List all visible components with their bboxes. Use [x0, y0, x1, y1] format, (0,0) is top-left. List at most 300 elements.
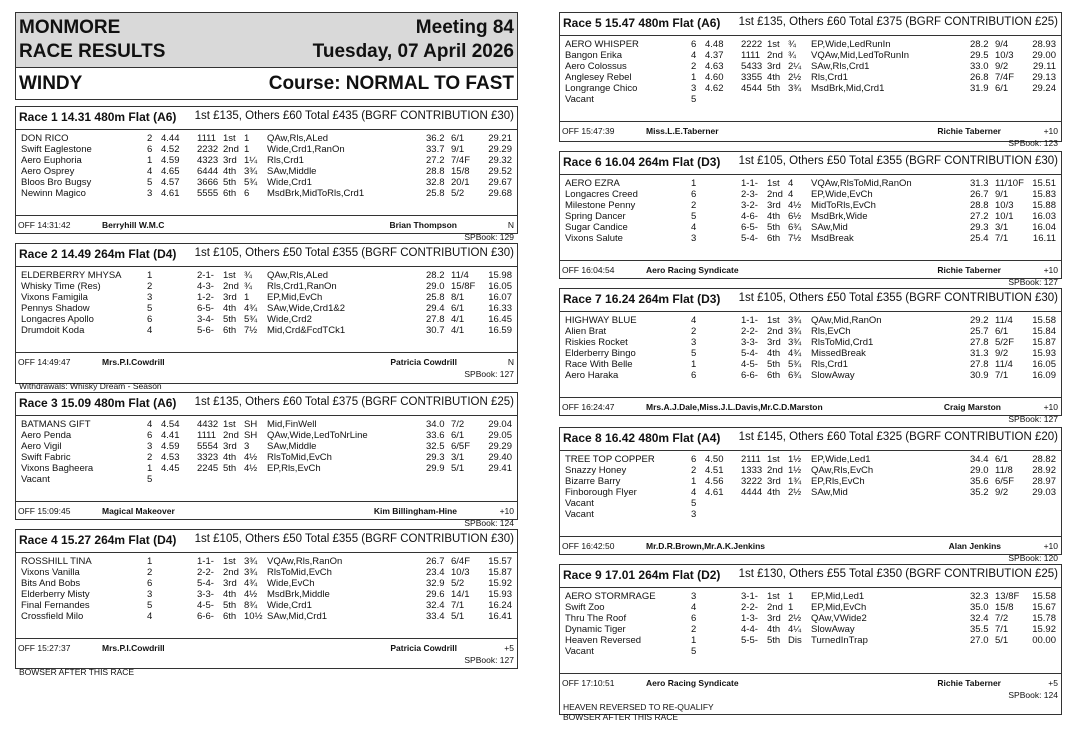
weight: 33.6 — [426, 430, 445, 441]
remarks: Mid,Crd&FcdTCk1 — [267, 325, 346, 336]
finish-position: 6th — [767, 233, 781, 244]
race-time: 16.41 — [488, 611, 512, 622]
sp-odds: 6/1 — [995, 83, 1009, 94]
result-row — [563, 646, 1058, 657]
sp-odds: 5/2F — [995, 337, 1015, 348]
distance: 1 — [244, 133, 250, 144]
weight: 35.6 — [970, 476, 989, 487]
race-time: 16.04 — [1032, 222, 1056, 233]
weight: 27.8 — [426, 314, 445, 325]
race-time: 15.87 — [1032, 337, 1056, 348]
race-header — [16, 244, 517, 267]
sp-odds: 3/1 — [995, 222, 1009, 233]
race-card — [15, 529, 518, 677]
remarks: SlowAway — [811, 370, 855, 381]
result-row — [563, 476, 1058, 487]
race-time: 15.93 — [488, 589, 512, 600]
bend-positions: 1-3- — [741, 613, 758, 624]
finish-position: 5th — [223, 177, 237, 188]
greyhound-name: Spring Dancer — [565, 211, 626, 222]
off-time: OFF 15:09:45 — [18, 506, 71, 516]
trap: 2 — [691, 624, 697, 635]
race-time: 16.33 — [488, 303, 512, 314]
finish-position: 3rd — [223, 578, 237, 589]
bend-positions: 4-5- — [197, 600, 214, 611]
distance: 3¾ — [244, 567, 258, 578]
finish-position: 2nd — [223, 281, 239, 292]
finish-position: 5th — [767, 359, 781, 370]
trap: 2 — [691, 326, 697, 337]
greyhound-name: ELDERBERRY MHYSA — [21, 270, 122, 281]
finish-position: 4th — [767, 348, 781, 359]
bend-positions: 5-5- — [741, 635, 758, 646]
race-time: 16.11 — [1032, 233, 1056, 244]
distance: 6¾ — [788, 222, 802, 233]
prize-money: 1st £105, Others £50 Total £355 (BGRF CONTRIBUTION £30) — [194, 247, 514, 259]
race-card — [559, 564, 1062, 722]
sp-book: SPBook: 120 — [1008, 553, 1058, 563]
weight: 33.0 — [970, 61, 989, 72]
bend-positions: 1-1- — [741, 315, 758, 326]
race-time: 29.05 — [488, 430, 512, 441]
race-footer — [16, 638, 517, 667]
race-time: 29.41 — [488, 463, 512, 474]
trap: 4 — [691, 222, 697, 233]
sp-odds: 11/4 — [995, 359, 1013, 370]
prize-money: 1st £130, Others £55 Total £350 (BGRF CONTRIBUTION £25) — [738, 568, 1058, 580]
greyhound-name: Swift Zoo — [565, 602, 605, 613]
race-title: Race 8 16.42 480m Flat (A4) — [563, 431, 721, 445]
sp-book: SPBook: 127 — [1008, 414, 1058, 424]
race-header — [16, 107, 517, 130]
remarks: VQAw,Mid,LedToRunIn — [811, 50, 910, 61]
sp-odds: 5/1 — [451, 611, 465, 622]
race-footer — [16, 215, 517, 244]
race-time: 16.09 — [1032, 370, 1056, 381]
greyhound-name: BATMANS GIFT — [21, 419, 91, 430]
bend-positions: 5-4- — [197, 578, 214, 589]
weight: 31.9 — [970, 83, 989, 94]
remarks: Rls,EvCh — [811, 326, 851, 337]
finish-position: 2nd — [767, 189, 783, 200]
result-row — [563, 72, 1058, 83]
bend-positions: 2-2- — [741, 602, 758, 613]
trap: 3 — [691, 591, 697, 602]
distance: 3¾ — [244, 166, 258, 177]
race-time: 16.24 — [488, 600, 512, 611]
finish-position: 4th — [223, 166, 237, 177]
bend-positions: 3355 — [741, 72, 763, 83]
result-row — [19, 567, 514, 578]
trap: 1 — [691, 635, 697, 646]
trap: 3 — [147, 292, 153, 303]
greyhound-name: Vacant — [565, 509, 594, 520]
bend-positions: 3666 — [197, 177, 219, 188]
distance: 4¾ — [244, 303, 258, 314]
trap: 4 — [691, 487, 697, 498]
remarks: EP,Mid,EvCh — [811, 602, 867, 613]
bend-positions: 1-1- — [197, 556, 214, 567]
bend-positions: 2245 — [197, 463, 219, 474]
results-table — [560, 588, 1061, 673]
race-time: 15.78 — [1032, 613, 1056, 624]
bend-positions: 2-2- — [741, 326, 758, 337]
weather: WINDY — [19, 73, 83, 94]
finish-position: 1st — [767, 591, 780, 602]
distance: ¾ — [244, 281, 252, 292]
remarks: QAw,Rls,ALed — [267, 270, 329, 281]
remarks: RlsToMid,Crd1 — [811, 337, 874, 348]
result-row — [563, 315, 1058, 326]
finish-position: 5th — [767, 635, 781, 646]
bend-positions: 6-6- — [197, 611, 214, 622]
bend-positions: 6-5- — [197, 303, 214, 314]
race-title: Race 9 17.01 264m Flat (D2) — [563, 568, 721, 582]
sectional: 4.50 — [705, 454, 724, 465]
result-row — [563, 359, 1058, 370]
result-row — [563, 370, 1058, 381]
bend-positions: 3-3- — [197, 589, 214, 600]
finish-position: 1st — [223, 270, 236, 281]
results-table — [16, 267, 517, 352]
remarks: VQAw,RlsToMid,RanOn — [811, 178, 912, 189]
bend-positions: 2111 — [741, 454, 761, 465]
greyhound-name: AERO STORMRAGE — [565, 591, 656, 602]
result-row — [19, 144, 514, 155]
distance: ¾ — [788, 39, 796, 50]
greyhound-name: Aero Osprey — [21, 166, 75, 177]
trap: 1 — [691, 178, 697, 189]
sp-odds: 9/2 — [995, 61, 1009, 72]
race-time: 29.21 — [488, 133, 512, 144]
distance: SH — [244, 419, 258, 430]
greyhound-name: Aero Haraka — [565, 370, 619, 381]
result-row — [19, 463, 514, 474]
result-row — [563, 200, 1058, 211]
trap: 3 — [691, 337, 697, 348]
bend-positions: 2222 — [741, 39, 763, 50]
race-time: 15.87 — [488, 567, 512, 578]
remarks: Rls,Crd1 — [267, 155, 304, 166]
finish-position: 3rd — [767, 200, 781, 211]
trap: 5 — [691, 94, 697, 105]
greyhound-name: Vacant — [21, 474, 50, 485]
distance: 3¾ — [244, 556, 258, 567]
result-row — [563, 178, 1058, 189]
sectional: 4.62 — [705, 83, 724, 94]
remarks: Mid,FinWell — [267, 419, 317, 430]
sp-book: SPBook: 127 — [464, 655, 514, 665]
weight: 35.0 — [970, 602, 989, 613]
race-note: Withdrawals: Whisky Dream - Season — [19, 381, 162, 391]
weight: 29.6 — [426, 589, 445, 600]
greyhound-name: Final Fernandes — [21, 600, 90, 611]
distance: 4¾ — [788, 348, 802, 359]
bend-positions: 2-3- — [741, 189, 758, 200]
bend-positions: 4323 — [197, 155, 219, 166]
bend-positions: 2-2- — [197, 567, 214, 578]
weight: 29.3 — [970, 222, 989, 233]
race-time: 28.93 — [1032, 39, 1056, 50]
sp-odds: 7/4F — [451, 155, 471, 166]
trap: 6 — [691, 613, 697, 624]
weight: 32.9 — [426, 578, 445, 589]
distance: 6½ — [788, 211, 802, 222]
finish-position: 3rd — [223, 155, 237, 166]
race-time: 16.45 — [488, 314, 512, 325]
finish-position: 6th — [767, 370, 781, 381]
weight: 27.8 — [970, 359, 989, 370]
distance: 1¾ — [788, 476, 802, 487]
race-time: 29.24 — [1032, 83, 1056, 94]
weight: 25.8 — [426, 188, 445, 199]
sp-book: SPBook: 124 — [1008, 690, 1058, 700]
remarks: EP,Wide,Led1 — [811, 454, 871, 465]
winning-owner: Magical Makeover — [102, 506, 175, 516]
sp-odds: 11/8 — [995, 465, 1013, 476]
sp-odds: 5/1 — [995, 635, 1009, 646]
race-title: Race 4 15.27 264m Flat (D4) — [19, 533, 177, 547]
remarks: VQAw,Rls,RanOn — [267, 556, 343, 567]
trap: 2 — [691, 465, 697, 476]
sectional: 4.56 — [705, 476, 724, 487]
greyhound-name: Bizarre Barry — [565, 476, 621, 487]
sp-odds: 6/1 — [451, 430, 465, 441]
weight: 32.3 — [970, 591, 989, 602]
distance: 4 — [788, 189, 794, 200]
winning-trainer: Richie Taberner — [937, 265, 1001, 275]
distance: 7½ — [244, 325, 258, 336]
remarks: RlsToMid,EvCh — [267, 452, 332, 463]
off-time: OFF 14:49:47 — [18, 357, 71, 367]
greyhound-name: Aero Penda — [21, 430, 72, 441]
trap: 2 — [147, 452, 153, 463]
result-row — [19, 474, 514, 485]
greyhound-name: TREE TOP COPPER — [565, 454, 655, 465]
race-time: 28.97 — [1032, 476, 1056, 487]
greyhound-name: AERO EZRA — [565, 178, 620, 189]
sectional: 4.45 — [161, 463, 180, 474]
race-time: 16.05 — [1032, 359, 1056, 370]
race-title: Race 1 14.31 480m Flat (A6) — [19, 110, 177, 124]
remarks: QAw,Wide,LedToNrLine — [267, 430, 368, 441]
race-footer — [560, 536, 1061, 565]
trap: 6 — [691, 370, 697, 381]
race-footer — [16, 501, 517, 530]
greyhound-name: Swift Eaglestone — [21, 144, 92, 155]
trap: 2 — [691, 200, 697, 211]
sp-odds: 7/1 — [995, 624, 1009, 635]
distance: ¾ — [244, 270, 252, 281]
race-note: BOWSER AFTER THIS RACE — [19, 667, 135, 677]
weight: 32.4 — [426, 600, 445, 611]
sp-odds: 6/5F — [995, 476, 1015, 487]
bend-positions: 1111 — [197, 133, 217, 144]
finish-position: 1st — [767, 454, 780, 465]
finish-position: 2nd — [767, 326, 783, 337]
greyhound-name: Vacant — [565, 498, 594, 509]
greyhound-name: Sugar Candice — [565, 222, 628, 233]
weight: 28.8 — [426, 166, 445, 177]
meeting-date: Tuesday, 07 April 2026 — [312, 41, 514, 62]
sp-odds: 7/2 — [995, 613, 1009, 624]
trap: 2 — [147, 133, 153, 144]
sp-book: SPBook: 123 — [1008, 138, 1058, 148]
result-row — [563, 465, 1058, 476]
remarks: SlowAway — [811, 624, 855, 635]
race-note: HEAVEN REVERSED TO RE-QUALIFY — [563, 702, 714, 712]
result-row — [563, 613, 1058, 624]
sp-odds: 6/1 — [451, 303, 465, 314]
race-time: 15.58 — [1032, 591, 1056, 602]
weight: 26.8 — [970, 72, 989, 83]
weight: 27.0 — [970, 635, 989, 646]
distance: 1¼ — [244, 155, 258, 166]
page-title: RACE RESULTS — [19, 41, 166, 62]
result-row — [563, 454, 1058, 465]
distance: ¾ — [788, 50, 796, 61]
remarks: Rls,Crd1 — [811, 359, 848, 370]
greyhound-name: Longacres Apollo — [21, 314, 94, 325]
race-time: 15.98 — [488, 270, 512, 281]
remarks: EP,Wide,LedRunIn — [811, 39, 891, 50]
race-time: 16.05 — [488, 281, 512, 292]
race-time: 16.59 — [488, 325, 512, 336]
distance: 7½ — [788, 233, 802, 244]
finish-position: 1st — [767, 315, 780, 326]
sp-odds: 10/3 — [995, 200, 1014, 211]
sectional: 4.52 — [161, 144, 180, 155]
remarks: EP,Rls,EvCh — [267, 463, 321, 474]
greyhound-name: Elderberry Bingo — [565, 348, 636, 359]
sp-odds: 9/2 — [995, 487, 1009, 498]
race-header — [560, 289, 1061, 312]
weight: 32.5 — [426, 441, 445, 452]
remarks: SAw,Middle — [267, 166, 317, 177]
distance: 10½ — [244, 611, 263, 622]
weight: 32.4 — [970, 613, 989, 624]
remarks: QAw,Mid,RanOn — [811, 315, 882, 326]
off-time: OFF 16:04:54 — [562, 265, 615, 275]
greyhound-name: Vixons Famigila — [21, 292, 88, 303]
race-card — [15, 392, 518, 528]
race-footer — [560, 260, 1061, 289]
race-header — [560, 13, 1061, 36]
distance: 1½ — [788, 454, 802, 465]
sp-odds: 7/1 — [451, 600, 465, 611]
race-time: 16.03 — [1032, 211, 1056, 222]
trap: 5 — [147, 177, 153, 188]
greyhound-name: ROSSHILL TINA — [21, 556, 92, 567]
bend-positions: 3323 — [197, 452, 219, 463]
finish-position: 1st — [223, 556, 236, 567]
race-time: 29.04 — [488, 419, 512, 430]
result-row — [19, 452, 514, 463]
distance: 4½ — [244, 452, 258, 463]
bend-positions: 1111 — [197, 430, 217, 441]
remarks: QAw,Rls,ALed — [267, 133, 329, 144]
distance: 2¼ — [788, 61, 802, 72]
remarks: Wide,Crd1,RanOn — [267, 144, 345, 155]
distance: 4½ — [788, 200, 802, 211]
winning-owner: Mr.D.R.Brown,Mr.A.K.Jenkins — [646, 541, 766, 551]
bend-positions: 6-6- — [741, 370, 758, 381]
bend-positions: 4-6- — [741, 211, 758, 222]
winning-trainer: Patricia Cowdrill — [390, 357, 457, 367]
result-row — [563, 509, 1058, 520]
race-time: 15.84 — [1032, 326, 1056, 337]
greyhound-name: Whisky Time (Res) — [21, 281, 101, 292]
result-row — [19, 419, 514, 430]
sectional: 4.48 — [705, 39, 724, 50]
trap: 6 — [691, 39, 697, 50]
greyhound-name: Elderberry Misty — [21, 589, 90, 600]
bend-positions: 6444 — [197, 166, 219, 177]
race-header — [16, 530, 517, 553]
race-time: 15.88 — [1032, 200, 1056, 211]
sp-odds: 13/8F — [995, 591, 1020, 602]
race-card — [559, 12, 1062, 148]
weight: 26.7 — [426, 556, 445, 567]
bend-positions: 5555 — [197, 188, 219, 199]
distance: 2½ — [788, 72, 802, 83]
result-row — [19, 166, 514, 177]
remarks: Rls,Crd1 — [811, 72, 848, 83]
weight: 35.5 — [970, 624, 989, 635]
race-header — [16, 393, 517, 416]
sectional: 4.61 — [705, 487, 724, 498]
distance: 4¼ — [788, 624, 802, 635]
finish-position: 3rd — [223, 441, 237, 452]
finish-position: 6th — [223, 325, 237, 336]
race-time: 15.51 — [1032, 178, 1056, 189]
remarks: MsdBreak — [811, 233, 854, 244]
trap: 2 — [147, 281, 153, 292]
distance: 5¾ — [788, 359, 802, 370]
finish-position: 5th — [767, 222, 781, 233]
remarks: MsdBrk,Mid,Crd1 — [811, 83, 885, 94]
trap: 4 — [147, 325, 153, 336]
result-row — [563, 591, 1058, 602]
sectional: 4.61 — [161, 188, 180, 199]
bend-positions: 3222 — [741, 476, 763, 487]
greyhound-name: Bangon Erika — [565, 50, 623, 61]
bend-positions: 5-4- — [741, 233, 758, 244]
bend-positions: 5554 — [197, 441, 219, 452]
bend-positions: 4544 — [741, 83, 763, 94]
greyhound-name: Snazzy Honey — [565, 465, 627, 476]
remarks: SAw,Wide,Crd1&2 — [267, 303, 345, 314]
winning-trainer: Richie Taberner — [937, 678, 1001, 688]
race-header — [560, 565, 1061, 588]
result-row — [563, 602, 1058, 613]
sp-odds: 6/1 — [995, 326, 1009, 337]
race-time: 29.03 — [1032, 487, 1056, 498]
race-card — [15, 243, 518, 391]
race-header — [560, 428, 1061, 451]
weight: 29.9 — [426, 463, 445, 474]
weight: 28.8 — [970, 200, 989, 211]
going-allowance: N — [507, 220, 514, 230]
result-row — [19, 589, 514, 600]
greyhound-name: Aero Colossus — [565, 61, 627, 72]
weight: 30.7 — [426, 325, 445, 336]
trap: 6 — [147, 578, 153, 589]
going-allowance: +10 — [1043, 402, 1058, 412]
distance: 2½ — [788, 613, 802, 624]
trap: 1 — [147, 270, 153, 281]
sp-book: SPBook: 124 — [464, 518, 514, 528]
